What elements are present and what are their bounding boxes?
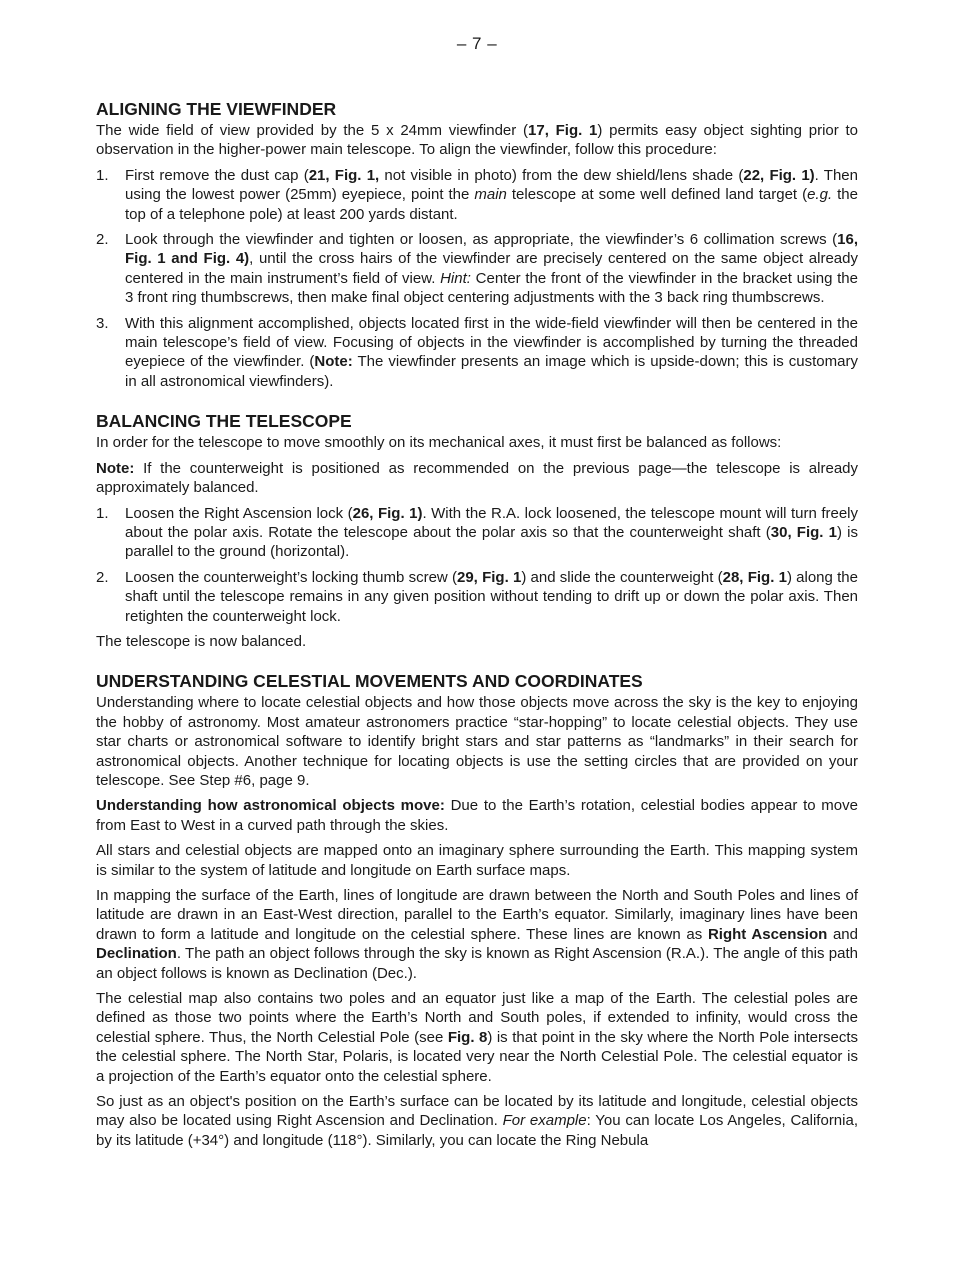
list-item: 2. Look through the viewfinder and tighten or loosen, as appropriate, the viewfinder’s 6 collimation screws (16, Fig. 1 and Fig. 4), until the cross hairs of the viewfinder are precisely centered on the same object already centered in the main instrument’s field of view. Hint: Center the front of the viewfinder in the bracket using the 3 front ring thumbscrews, then make final object centering adjustments with the 3 back ring thumbscrews. [96, 231, 858, 307]
paragraph: All stars and celestial objects are mapped onto an imaginary sphere surrounding the Earth. This mapping system is similar to the system of latitude and longitude on Earth surface maps. [96, 842, 858, 879]
paragraph: In order for the telescope to move smoothly on its mechanical axes, it must first be balanced as follows: [96, 434, 782, 452]
page-number: – 7 – [456, 34, 498, 53]
list-item-number: 3. [96, 314, 109, 332]
list-item-number: 2. [96, 568, 109, 586]
paragraph: Understanding how astronomical objects move: Due to the Earth’s rotation, celestial bodies appear to move from East to West in a curved path through the skies. [96, 797, 858, 834]
paragraph: In mapping the surface of the Earth, lines of longitude are drawn between the North and South Poles and lines of latitude are drawn in an East-West direction, parallel to the Earth’s equator. Similarly, imaginary lines have been drawn to form a latitude and longitude on the celestial sphere. These lines are known as Right Ascension and Declination. The path an object follows through the sky is known as Right Ascension (R.A.). The angle of this path an object follows is known as Declination (Dec.). [96, 887, 858, 982]
numbered-list [96, 166, 858, 391]
section-heading: ALIGNING THE VIEWFINDER [96, 99, 337, 119]
section-balancing-telescope [96, 411, 858, 651]
list-item-number: 1. [96, 504, 109, 522]
list-item: 1. First remove the dust cap (21, Fig. 1, not visible in photo) from the dew shield/lens shade (22, Fig. 1). Then using the lowest power (25mm) eyepiece, point the main telescope at some well defined land target (e.g. the top of a telephone pole) at least 200 yards distant. [96, 166, 858, 223]
list-item: 2. Loosen the counterweight’s locking thumb screw (29, Fig. 1) and slide the counterweight (28, Fig. 1) along the shaft until the telescope remains in any given position without tending to drift up or down the polar axis. Then retighten the counterweight lock. [96, 568, 858, 625]
note-paragraph: Note: If the counterweight is positioned as recommended on the previous page—the telescope is already approximately balanced. [96, 459, 858, 497]
list-item: 1. Loosen the Right Ascension lock (26, Fig. 1). With the R.A. lock loosened, the telescope mount will turn freely about the polar axis. Rotate the telescope about the polar axis so that the counterweight shaft (30, Fig. 1) is parallel to the ground (horizontal). [96, 504, 859, 561]
paragraph: Understanding where to locate celestial objects and how those objects move across the sky is the key to enjoying the hobby of astronomy. Most amateur astronomers practice “star-hopping” to locate celestial objects. They use star charts or astronomical software to identify bright stars and star patterns as “landmarks” in their search for astronomical objects. Another technique for locating objects is use the setting circles that are provided on your telescope. See Step #6, page 9. [96, 694, 858, 789]
section-aligning-viewfinder [96, 99, 858, 391]
document-page [96, 34, 858, 1170]
list-item-number: 1. [96, 166, 109, 184]
section-heading: BALANCING THE TELESCOPE [96, 411, 352, 432]
paragraph: The telescope is now balanced. [96, 632, 307, 650]
section-celestial-movements [96, 671, 858, 1150]
list-item-number: 2. [96, 231, 109, 249]
section-heading: UNDERSTANDING CELESTIAL MOVEMENTS AND COORDINATES [96, 671, 643, 692]
numbered-list [96, 504, 858, 626]
paragraph: The wide field of view provided by the 5 x 24mm viewfinder (17, Fig. 1) permits easy object sighting prior to observation in the higher-power main telescope. To align the viewfinder, follow this procedure: [96, 122, 858, 159]
paragraph: The celestial map also contains two poles and an equator just like a map of the Earth. The celestial poles are defined as those two points where the Earth’s North and South poles, if extended to infinity, would cross the celestial sphere. Thus, the North Celestial Pole (see Fig. 8) is that point in the sky where the North Pole intersects the celestial sphere. The North Star, Polaris, is located very near the North Celestial Pole. The celestial equator is a projection of the Earth’s equator onto the celestial sphere. [96, 990, 858, 1085]
paragraph: So just as an object's position on the Earth’s surface can be located by its latitude and longitude, celestial objects may also be located using Right Ascension and Declination. For example: You can locate Los Angeles, California, by its latitude (+34°) and longitude (118°). Similarly, you can locate the Ring Nebula [96, 1093, 858, 1149]
list-item: 3. With this alignment accomplished, objects located first in the wide-field viewfinder will then be centered in the main telescope’s field of view. Focusing of objects in the viewfinder is accomplished by turning the threaded eyepiece of the viewfinder. (Note: The viewfinder presents an image which is upside-down; this is customary in all astronomical viewfinders). [96, 314, 858, 390]
